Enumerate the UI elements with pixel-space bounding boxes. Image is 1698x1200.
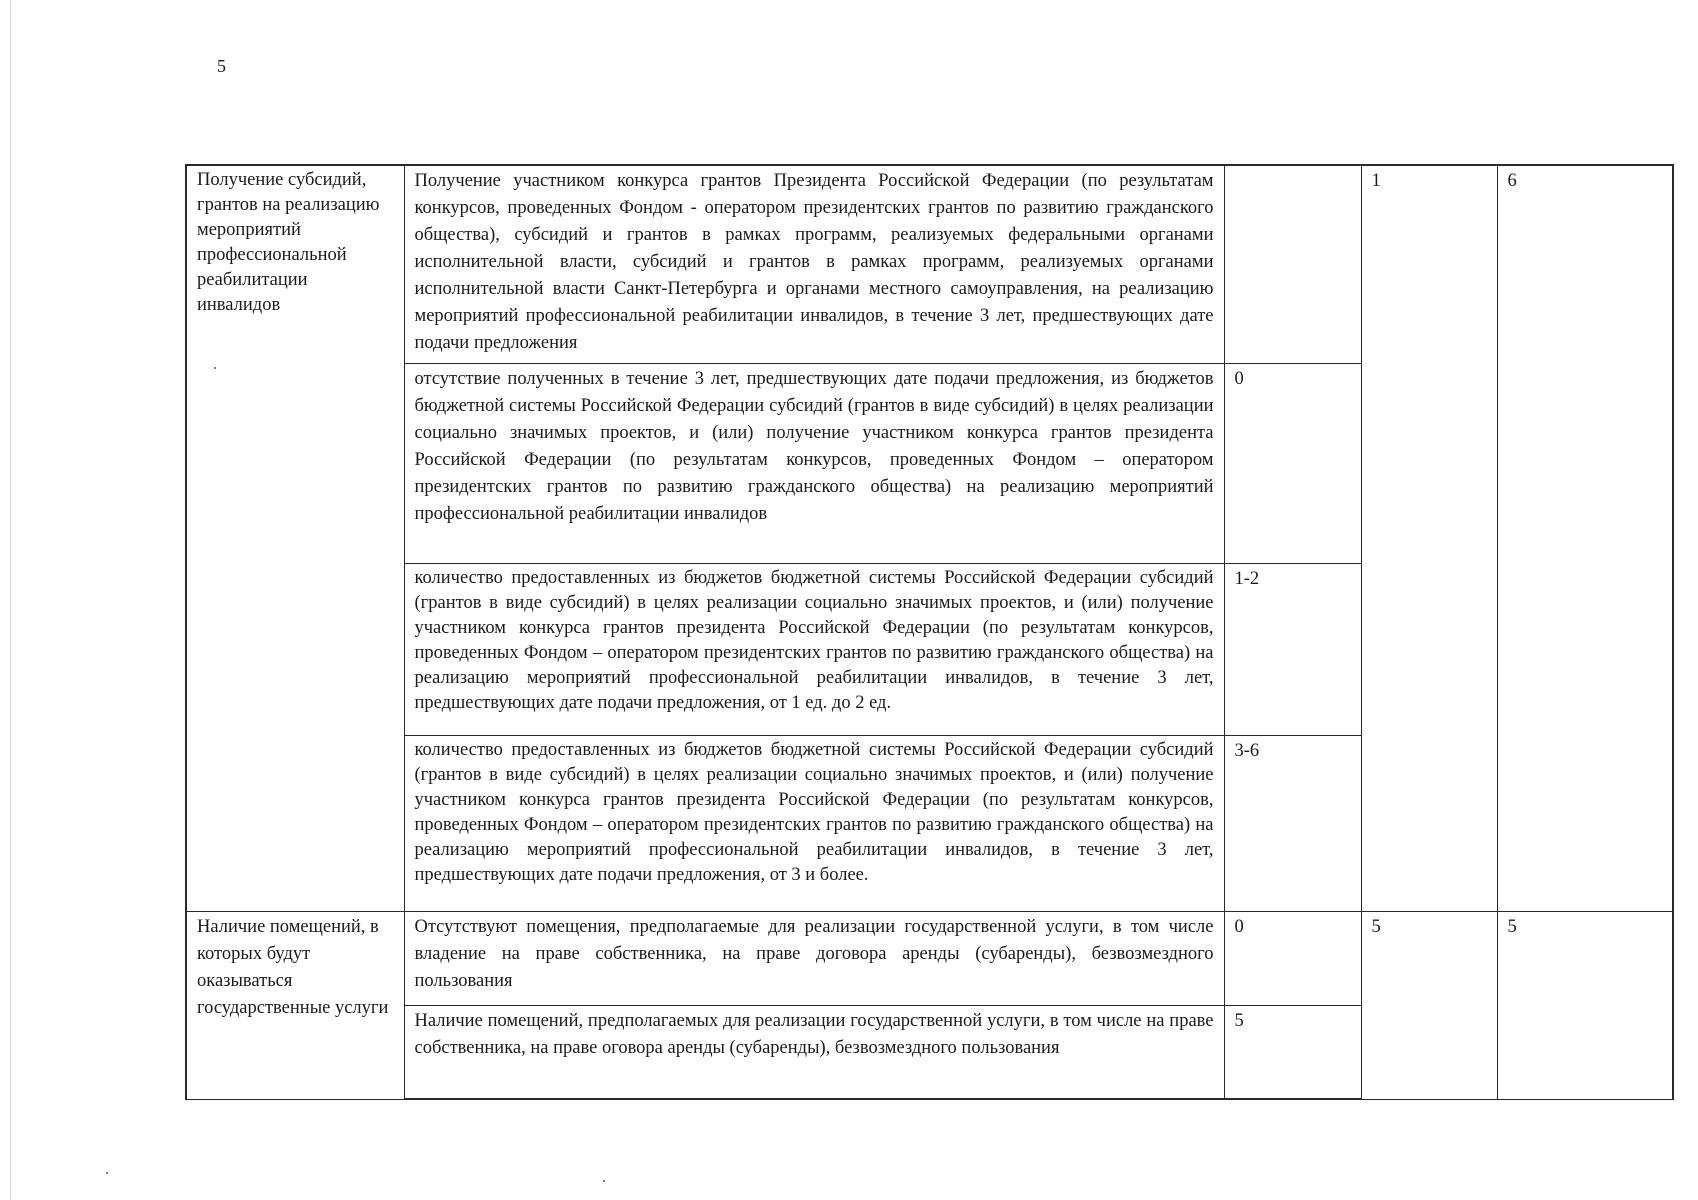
scan-speck [214,367,216,369]
option-value: 0 [1224,911,1361,1005]
criterion-text: Наличие помещений, в которых будут оказываться государственные услуги [197,916,389,1018]
criterion-cell [186,165,404,911]
criterion-cell [186,911,404,1099]
page-number: 5 [217,56,226,76]
max-score-cell: 5 [1361,911,1497,1099]
option-description: Наличие помещений, предполагаемых для реализации государственной услуги, в том числе на праве собственника, на праве оговора аренды (субаренды), безвозмездного пользования [404,1005,1224,1099]
criterion-text: Получение субсидий, грантов на реализацию мероприятий профессиональной реабилитации инвалидов [197,170,380,315]
weight-cell: 6 [1497,165,1673,911]
option-value: 3-6 [1224,735,1361,911]
scan-edge-line [10,0,11,1200]
option-description: количество предоставленных из бюджетов бюджетной системы Российской Федерации субсидий (грантов в виде субсидий) в целях реализации социально значимых проектов, и (или) получение участником конкурса грантов президента Российской Федерации (по результатам конкурсов, проведенных Фондом – оператором президентских грантов по развитию гражданского общества) на реализацию мероприятий профессиональной реабилитации инвалидов, в течение 3 лет, предшествующих дате подачи предложения, от 1 ед. до 2 ед. [404,563,1224,735]
max-score-cell: 1 [1361,165,1497,911]
option-value [1224,165,1361,363]
option-value: 5 [1224,1005,1361,1099]
scan-speck [106,1172,108,1174]
option-description: отсутствие полученных в течение 3 лет, предшествующих дате подачи предложения, из бюджетов бюджетной системы Российской Федерации субсидий (грантов в виде субсидий) в целях реализации социально значимых проектов, и (или) получение участником конкурса грантов президента Российской Федерации (по результатам конкурсов, проведенных Фондом – оператором президентских грантов по развитию гражданского общества) на реализацию мероприятий профессиональной реабилитации инвалидов [404,363,1224,563]
table-row [186,911,1673,1005]
table-row [186,165,1673,363]
option-description: Получение участником конкурса грантов Президента Российской Федерации (по результатам конкурсов, проведенных Фондом - оператором президентских грантов по развитию гражданского общества), субсидий и грантов в рамках программ, реализуемых федеральными органами исполнительной власти, субсидий и грантов в рамках программ, реализуемых органами исполнительной власти Санкт-Петербурга и органами местного самоуправления, на реализацию мероприятий профессиональной реабилитации инвалидов, в течение 3 лет, предшествующих дате подачи предложения [404,165,1224,363]
option-value: 0 [1224,363,1361,563]
weight-cell: 5 [1497,911,1673,1099]
criteria-table [185,164,1674,1100]
option-description: Отсутствуют помещения, предполагаемые для реализации государственной услуги, в том числе владение на праве собственника, на праве договора аренды (субаренды), безвозмездного пользования [404,911,1224,1005]
scan-speck [603,1180,605,1182]
option-description: количество предоставленных из бюджетов бюджетной системы Российской Федерации субсидий (грантов в виде субсидий) в целях реализации социально значимых проектов, и (или) получение участником конкурса грантов президента Российской Федерации (по результатам конкурсов, проведенных Фондом – оператором президентских грантов по развитию гражданского общества) на реализацию мероприятий профессиональной реабилитации инвалидов, в течение 3 лет, предшествующих дате подачи предложения, от 3 и более. [404,735,1224,911]
option-value: 1-2 [1224,563,1361,735]
